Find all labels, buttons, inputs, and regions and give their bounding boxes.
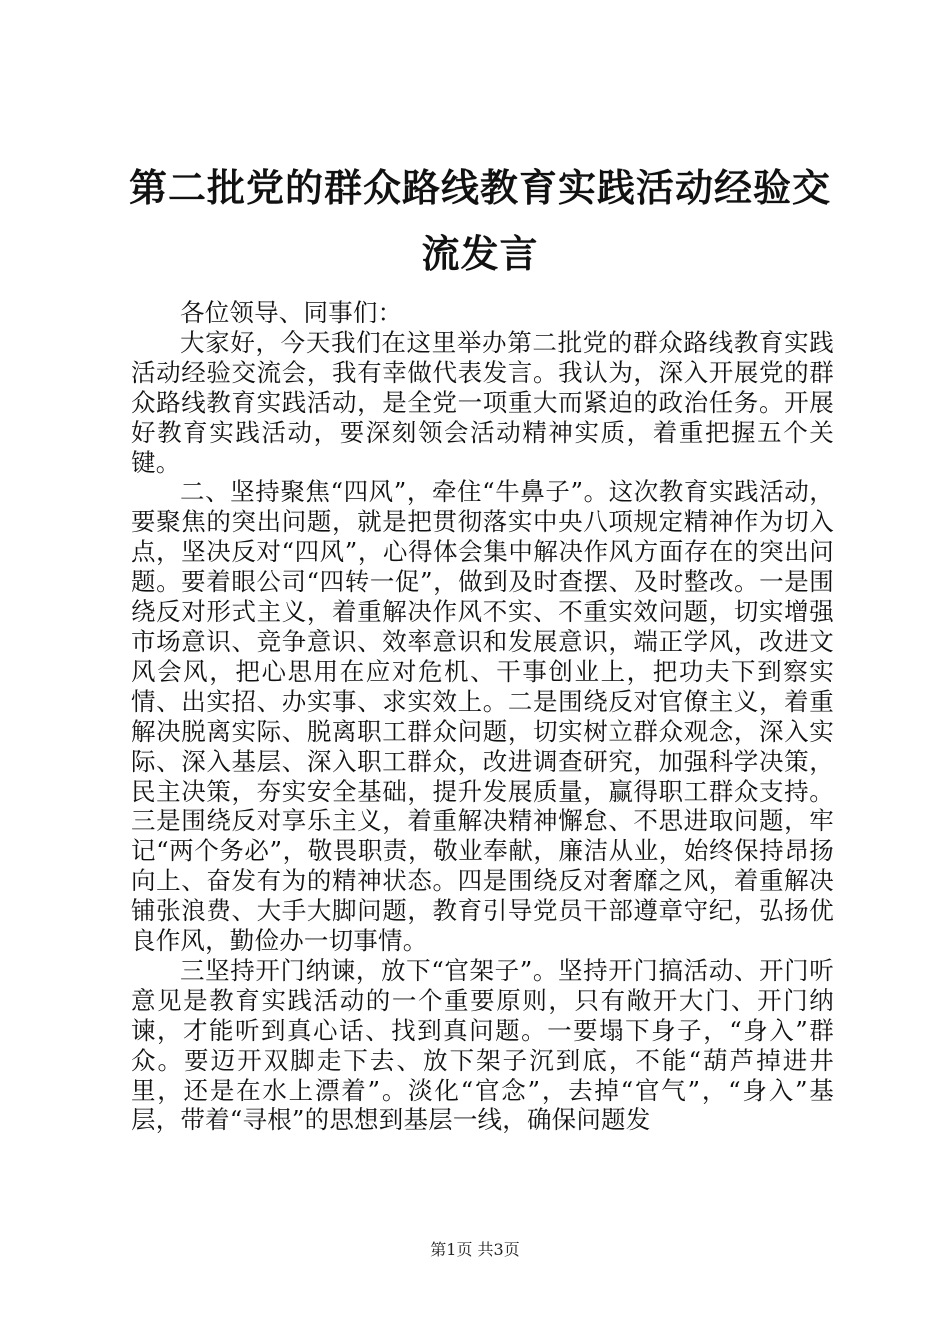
paragraph-greeting: 各位领导、同事们：: [180, 298, 403, 327]
paragraph-section-two: 二、坚持聚焦“四风”，牵住“牛鼻子”。这次教育实践活动，要聚焦的突出问题，就是把贯彻落实中央八项规定精神作为切入点，坚决反对“四风”，心得体会集中解决作风方面存在的突出问题。要着眼公司“四转一促”，做到及时查摆、及时整改。一是围绕反对形式主义，着重解决作风不实、不重实效问题，切实增强市场意识、竞争意识、效率意识和发展意识，端正学风，改进文风会风，把心思用在应对危机、干事创业上，把功夫下到察实情、出实招、办实事、求实效上。二是围绕反对官僚主义，着重解决脱离实际、脱离职工群众问题，切实树立群众观念，深入实际、深入基层、深入职工群众，改进调查研究，加强科学决策，民主决策，夯实安全基础，提升发展质量，赢得职工群众支持。三是围绕反对享乐主义，着重解决精神懈怠、不思进取问题，牢记“两个务必”，敬畏职责，敬业奉献，廉洁从业，始终保持昂扬向上、奋发有为的精神状态。四是围绕反对奢靡之风，着重解决铺张浪费、大手大脚问题，教育引导党员干部遵章守纪，弘扬优良作风，勤俭办一切事情。: [131, 477, 834, 956]
document-title: 第二批党的群众路线教育实践活动经验交流发言: [128, 165, 831, 276]
paragraph-section-three: 三坚持开门纳谏，放下“官架子”。坚持开门搞活动、开门听意见是教育实践活动的一个重要原则，只有敞开大门、开门纳谏，才能听到真心话、找到真问题。一要塌下身子，“身入”群众。要迈开双脚走下去、放下架子沉到底，不能“葫芦掉进井里，还是在水上漂着”。淡化“官念”，去掉“官气”，“身入”基层，带着“寻根”的思想到基层一线，确保问题发: [131, 955, 834, 1135]
document-body: [131, 298, 834, 1135]
page-footer: 第1页 共3页: [430, 1240, 520, 1259]
paragraph-intro: 大家好，今天我们在这里举办第二批党的群众路线教育实践活动经验交流会，我有幸做代表发言。我认为，深入开展党的群众路线教育实践活动，是全党一项重大而紧迫的政治任务。开展好教育实践活动，要深刻领会活动精神实质，着重把握五个关键。: [131, 327, 834, 477]
